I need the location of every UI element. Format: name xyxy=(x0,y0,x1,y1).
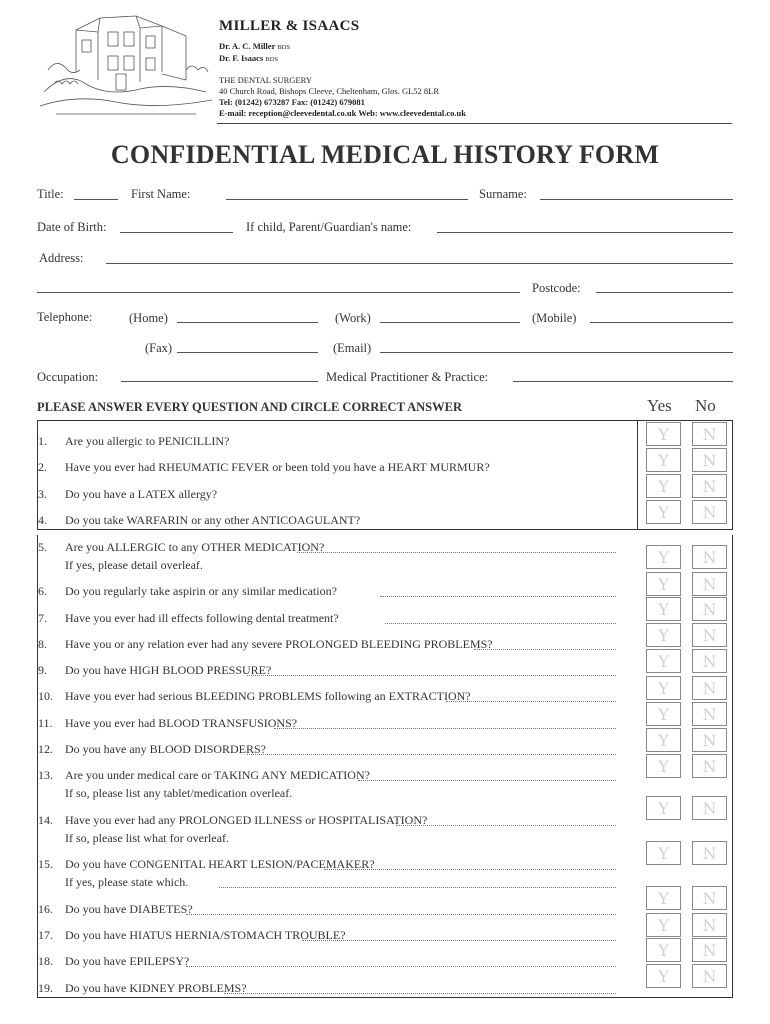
dob-field[interactable] xyxy=(120,232,233,233)
answer-no-q17[interactable]: N xyxy=(692,913,727,937)
question-text: Have you or any relation ever had any severe PROLONGED BLEEDING PROBLEMS? xyxy=(65,637,493,651)
occupation-field[interactable] xyxy=(121,381,318,382)
occupation-label: Occupation: xyxy=(37,370,99,384)
question-dotted-leader xyxy=(302,940,616,941)
home-phone-field[interactable] xyxy=(177,322,318,323)
dentist-2-qualification: BDS xyxy=(265,56,279,63)
question-number: 4. xyxy=(38,513,47,527)
question-text: Do you regularly take aspirin or any similar medication? xyxy=(65,584,337,598)
question-number: 19. xyxy=(38,981,53,995)
question-text: Are you allergic to PENICILLIN? xyxy=(65,434,230,448)
answer-no-q4[interactable]: N xyxy=(692,500,727,524)
answer-no-q5[interactable]: N xyxy=(692,545,727,569)
answer-yes-q12[interactable]: Y xyxy=(646,728,681,752)
surname-field[interactable] xyxy=(540,199,733,200)
answer-no-q2[interactable]: N xyxy=(692,448,727,472)
title-label: Title: xyxy=(37,187,64,201)
surgery-address: 40 Church Road, Bishops Cleeve, Cheltenham, Glos. GL52 8LR xyxy=(219,86,440,96)
question-dotted-leader xyxy=(247,675,616,676)
question-text: Have you ever had ill effects following dental treatment? xyxy=(65,611,339,625)
answer-yes-q6[interactable]: Y xyxy=(646,572,681,596)
question-dotted-leader xyxy=(186,914,616,915)
no-column-header: No xyxy=(695,396,716,415)
dentist-1-qualification: BDS xyxy=(277,44,290,51)
question-number: 8. xyxy=(38,637,47,651)
question-number: 9. xyxy=(38,663,47,677)
email-field[interactable] xyxy=(380,352,733,353)
first-name-field[interactable] xyxy=(226,199,468,200)
question-text: Do you have CONGENITAL HEART LESION/PACEMAKER? xyxy=(65,857,375,871)
answer-yes-q10[interactable]: Y xyxy=(646,676,681,700)
question-text: Are you ALLERGIC to any OTHER MEDICATION? xyxy=(65,540,325,554)
surgery-name: THE DENTAL SURGERY xyxy=(219,75,312,85)
answer-no-q16[interactable]: N xyxy=(692,886,727,910)
surname-label: Surname: xyxy=(479,187,527,201)
answer-yes-q11[interactable]: Y xyxy=(646,702,681,726)
answer-yes-q4[interactable]: Y xyxy=(646,500,681,524)
yes-column-header: Yes xyxy=(647,396,672,415)
dentist-2 xyxy=(219,53,278,65)
answer-yes-q3[interactable]: Y xyxy=(646,474,681,498)
question-dotted-leader xyxy=(324,869,616,870)
address-label: Address: xyxy=(39,251,84,265)
question-number: 10. xyxy=(38,689,53,703)
question-number: 14. xyxy=(38,813,53,827)
postcode-field[interactable] xyxy=(596,292,733,293)
practitioner-label: Medical Practitioner & Practice: xyxy=(326,370,489,384)
header-rule xyxy=(217,123,732,124)
work-phone-field[interactable] xyxy=(380,322,520,323)
answer-yes-q5[interactable]: Y xyxy=(646,545,681,569)
answer-no-q10[interactable]: N xyxy=(692,676,727,700)
question-subtext: If so, please list what for overleaf. xyxy=(65,831,229,845)
form-title: CONFIDENTIAL MEDICAL HISTORY FORM xyxy=(110,140,660,169)
surgery-contact: E-mail: reception@cleevedental.co.uk Web: www.cleevedental.co.uk xyxy=(219,108,466,118)
question-dotted-leader xyxy=(219,887,616,888)
answer-no-q6[interactable]: N xyxy=(692,572,727,596)
answer-yes-q1[interactable]: Y xyxy=(646,422,681,446)
practitioner-field[interactable] xyxy=(513,381,733,382)
question-number: 2. xyxy=(38,460,47,474)
question-text: Do you have HIATUS HERNIA/STOMACH TROUBLE? xyxy=(65,928,346,942)
answer-no-q1[interactable]: N xyxy=(692,422,727,446)
answer-no-q9[interactable]: N xyxy=(692,649,727,673)
address-field-line-1[interactable] xyxy=(106,263,733,264)
question-text: Have you ever had any PROLONGED ILLNESS or HOSPITALISATION? xyxy=(65,813,428,827)
question-number: 16. xyxy=(38,902,53,916)
dentist-2-name: Dr. F. Isaacs xyxy=(219,53,264,63)
question-text: Do you have any BLOOD DISORDERS? xyxy=(65,742,266,756)
question-text: Do you have KIDNEY PROBLEMS? xyxy=(65,981,247,995)
answer-no-q12[interactable]: N xyxy=(692,728,727,752)
question-text: Have you ever had serious BLEEDING PROBLEMS following an EXTRACTION? xyxy=(65,689,471,703)
answer-yes-q15[interactable]: Y xyxy=(646,841,681,865)
surgery-building-sketch xyxy=(36,10,216,120)
fax-label: (Fax) xyxy=(145,341,173,355)
answer-no-q15[interactable]: N xyxy=(692,841,727,865)
answer-no-q7[interactable]: N xyxy=(692,597,727,621)
question-subtext: If yes, please detail overleaf. xyxy=(65,558,203,572)
question-dotted-leader xyxy=(474,649,616,650)
answer-yes-q9[interactable]: Y xyxy=(646,649,681,673)
surgery-phones: Tel: (01242) 673287 Fax: (01242) 679081 xyxy=(219,97,365,107)
question-dotted-leader xyxy=(385,623,616,624)
answer-yes-q8[interactable]: Y xyxy=(646,623,681,647)
question-dotted-leader xyxy=(224,993,616,994)
answer-no-q11[interactable]: N xyxy=(692,702,727,726)
work-phone-label: (Work) xyxy=(335,311,371,325)
fax-field[interactable] xyxy=(177,352,318,353)
answer-yes-q18[interactable]: Y xyxy=(646,938,681,962)
question-text: Do you have DIABETES? xyxy=(65,902,193,916)
question-number: 11. xyxy=(38,716,53,730)
answer-yes-q2[interactable]: Y xyxy=(646,448,681,472)
answer-yes-q17[interactable]: Y xyxy=(646,913,681,937)
question-number: 3. xyxy=(38,487,47,501)
guardian-label: If child, Parent/Guardian's name: xyxy=(246,220,412,234)
answer-yes-q14[interactable]: Y xyxy=(646,796,681,820)
answer-yes-q13[interactable]: Y xyxy=(646,754,681,778)
answer-no-q18[interactable]: N xyxy=(692,938,727,962)
question-text: Do you have EPILEPSY? xyxy=(65,954,190,968)
postcode-label: Postcode: xyxy=(532,281,581,295)
guardian-field[interactable] xyxy=(437,232,733,233)
address-field-line-2[interactable] xyxy=(37,292,520,293)
dob-label: Date of Birth: xyxy=(37,220,107,234)
title-field[interactable] xyxy=(74,199,118,200)
question-subtext: If yes, please state which. xyxy=(65,875,189,889)
question-dotted-leader xyxy=(396,825,616,826)
answer-no-q14[interactable]: N xyxy=(692,796,727,820)
answer-no-q8[interactable]: N xyxy=(692,623,727,647)
question-text: Have you ever had BLOOD TRANSFUSIONS? xyxy=(65,716,298,730)
question-text: Do you take WARFARIN or any other ANTICOAGULANT? xyxy=(65,513,361,527)
question-text: Do you have a LATEX allergy? xyxy=(65,487,218,501)
mobile-phone-label: (Mobile) xyxy=(532,311,577,325)
question-text: Are you under medical care or TAKING ANY MEDICATION? xyxy=(65,768,370,782)
question-number: 6. xyxy=(38,584,47,598)
home-phone-label: (Home) xyxy=(129,311,168,325)
answer-yes-q19[interactable]: Y xyxy=(646,964,681,988)
answer-no-q19[interactable]: N xyxy=(692,964,727,988)
question-number: 13. xyxy=(38,768,53,782)
email-label: (Email) xyxy=(333,341,372,355)
question-dotted-leader xyxy=(247,754,616,755)
question-text: Have you ever had RHEUMATIC FEVER or been told you have a HEART MURMUR? xyxy=(65,460,490,474)
question-number: 1. xyxy=(38,434,47,448)
dentist-1 xyxy=(219,41,290,53)
question-subtext: If so, please list any tablet/medication overleaf. xyxy=(65,786,293,800)
answer-yes-q7[interactable]: Y xyxy=(646,597,681,621)
question-dotted-leader xyxy=(186,966,616,967)
question-number: 7. xyxy=(38,611,47,625)
question-dotted-leader xyxy=(297,552,616,553)
telephone-label: Telephone: xyxy=(37,310,93,324)
dentist-1-name: Dr. A. C. Miller xyxy=(219,41,276,51)
question-number: 15. xyxy=(38,857,53,871)
question-number: 5. xyxy=(38,540,47,554)
instructions: PLEASE ANSWER EVERY QUESTION AND CIRCLE CORRECT ANSWER xyxy=(37,400,462,414)
answer-no-q3[interactable]: N xyxy=(692,474,727,498)
question-text: Do you have HIGH BLOOD PRESSURE? xyxy=(65,663,272,677)
priority-box-divider xyxy=(637,420,638,530)
question-dotted-leader xyxy=(446,701,616,702)
question-dotted-leader xyxy=(274,728,616,729)
mobile-phone-field[interactable] xyxy=(590,322,733,323)
question-dotted-leader xyxy=(358,780,616,781)
answer-yes-q16[interactable]: Y xyxy=(646,886,681,910)
answer-no-q13[interactable]: N xyxy=(692,754,727,778)
question-number: 12. xyxy=(38,742,53,756)
question-dotted-leader xyxy=(380,596,616,597)
practice-name: MILLER & ISAACS xyxy=(219,18,360,34)
first-name-label: First Name: xyxy=(131,187,191,201)
question-number: 17. xyxy=(38,928,53,942)
question-number: 18. xyxy=(38,954,53,968)
